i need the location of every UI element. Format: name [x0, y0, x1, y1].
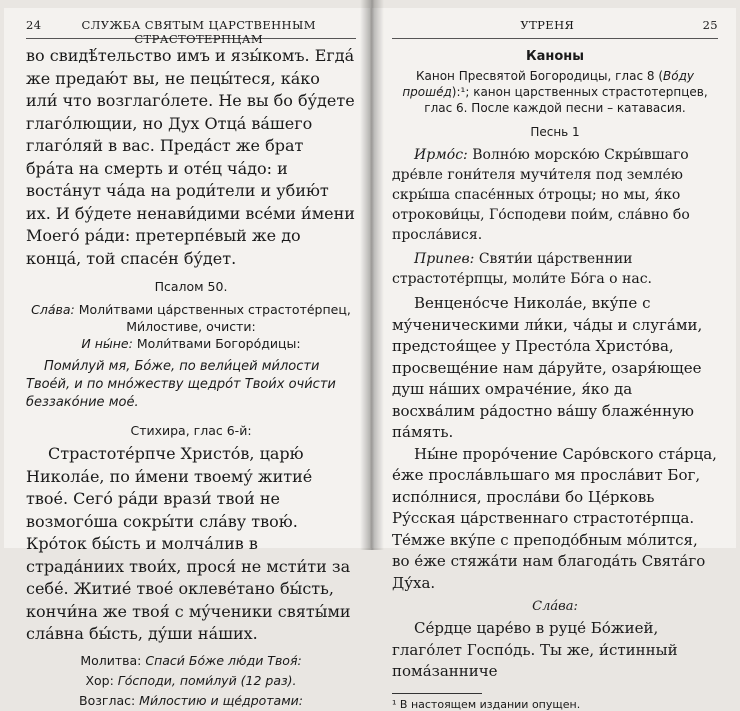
- slava-label-right-text: Сла́ва:: [532, 599, 578, 614]
- psalm-label: Псалом 50.: [154, 279, 228, 294]
- canon-intro-b: ):¹; канон царственных страстотерпцев, глас 6. После каждой песни – катавасия.: [424, 85, 708, 115]
- hor-label: Хор:: [85, 672, 114, 688]
- section-title: Каноны: [525, 49, 585, 64]
- slava-text: Моли́твами ца́рственных страстоте́рпец, Ми́лостиве, очисти:: [78, 302, 351, 334]
- slava-label: Сла́ва:: [31, 302, 75, 317]
- pomilui-prayer: Поми́луй мя, Бо́же, по вели́цей ми́лости Твое́й, и по мно́жеству щедро́т Твои́х очи́сти беззако́ние мое́.: [26, 359, 336, 410]
- left-page: [4, 8, 370, 708]
- canon-intro-a: Канон Пресвятой Богородицы, глас 8 (: [416, 69, 663, 83]
- vozglas-label: Возглас:: [79, 692, 136, 708]
- pripev-text: Святи́и ца́рственнии страстоте́рпцы, моли́те Бо́га о нас.: [392, 251, 652, 287]
- right-page-number: 25: [702, 18, 718, 32]
- left-running-header: [26, 18, 356, 46]
- song-1-heading: Песнь 1: [530, 125, 580, 139]
- vozglas-line: [26, 692, 356, 709]
- footnote: ¹ В настоящем издании опущен.: [392, 697, 581, 711]
- vozglas-text: Ми́лостию и ще́дротами:: [139, 692, 303, 708]
- hor-line: [26, 672, 356, 689]
- footnote-rule: [392, 693, 482, 694]
- left-running-title: СЛУЖБА СВЯТЫМ ЦАРСТВЕННЫМ СТРАСТОТЕРПЦАМ: [81, 18, 316, 46]
- troparion-2: Ны́не проро́чение Саро́вского ста́рца, е́же просла́вльшаго мя просла́вит Бог, испо́лнися, просла́ви бо Це́рковь Ру́сская ца́рственнаго страстоте́рпца. Те́мже вку́пе с преподо́бным мо́лится, во е́же стяжа́ти нам благода́ть Свята́го Ду́ха.: [392, 444, 717, 592]
- right-page: [372, 8, 736, 711]
- stichira-heading: Стихира, глас 6-й:: [130, 423, 252, 438]
- left-page-number: 24: [26, 18, 42, 32]
- irmos: [392, 145, 718, 245]
- gospel-paragraph: во свидѣ́тельство имъ и язы́комъ. Егда́ же предаю́т вы, не пецы́теся, ка́ко или́ что возглаго́лете. Не вы бо бу́дете глаго́лющии, но Дух Отца́ ва́шего глаго́ляй в вас. Преда́ст же брат бра́та на смерть и оте́ц ча́до: и воста́нут ча́да на роди́тели и убию́т их. И бу́дете ненави́дими все́ми и́мени Моего́ ра́ди: претерпе́вый же до конца́, той спасе́н бу́дет.: [26, 46, 355, 268]
- i-nyne-text: Моли́твами Богоро́дицы:: [136, 336, 301, 351]
- i-nyne-line: [26, 335, 356, 352]
- right-running-header: [392, 18, 718, 39]
- pripev-label: Припев:: [414, 251, 475, 267]
- slava-label-right: [392, 598, 718, 616]
- pripev: [392, 249, 718, 289]
- molitva-label: Молитва:: [80, 652, 142, 668]
- troparion-1: Венцено́сче Никола́е, вку́пе с му́ченическими ли́ки, ча́ды и слуга́ми, предстоя́щее у Престо́ла Христо́ва, просвеще́ние нам да́руйте, озаря́ющее душ на́ших омраче́ние, я́ко да восхва́лим ра́достно ва́шу блаже́нную па́мять.: [392, 294, 703, 441]
- slava-line: [26, 301, 356, 335]
- canon-intro: [392, 68, 718, 116]
- i-nyne-label: И ны́не:: [81, 336, 133, 351]
- right-running-title: УТРЕНЯ: [520, 18, 575, 32]
- troparion-3: Се́рдце царе́во в руце́ Бо́жией, глаго́лет Госпо́дь. Ты же, и́стинный пома́занниче: [392, 619, 678, 680]
- hor-text: Го́споди, поми́луй (12 раз).: [117, 672, 297, 688]
- canon-intro-italic: Во́ду проше́д: [402, 69, 694, 99]
- irmos-text: Волно́ю морско́ю Скры́вшаго дре́вле гони́теля мучи́теля под земле́ю скры́ша спасе́нных о́троцы; но мы, я́ко отрокови́цы, Го́сподеви пои́м, сла́вно бо просла́вися.: [392, 147, 690, 243]
- irmos-label: Ирмо́с:: [414, 147, 468, 163]
- stichira-text: Страстоте́рпче Христо́в, царю́ Никола́е, по и́мени твоему́ житие́ твое́. Сего́ ра́ди врази́ твои́ не возмого́ша сокры́ти сла́ву твою́. Кро́ток бы́сть и молча́лив в страда́ниих твои́х, прося́ не мсти́ти за себе́. Житие́ твое́ оклеве́тано бы́сть, кончи́на же твоя́ с му́ченики святы́ми сла́вна бы́сть, ду́ши на́ших.: [26, 444, 351, 643]
- molitva-text: Спаси́ Бо́же лю́ди Твоя́:: [145, 652, 302, 668]
- molitva-line: [26, 652, 356, 669]
